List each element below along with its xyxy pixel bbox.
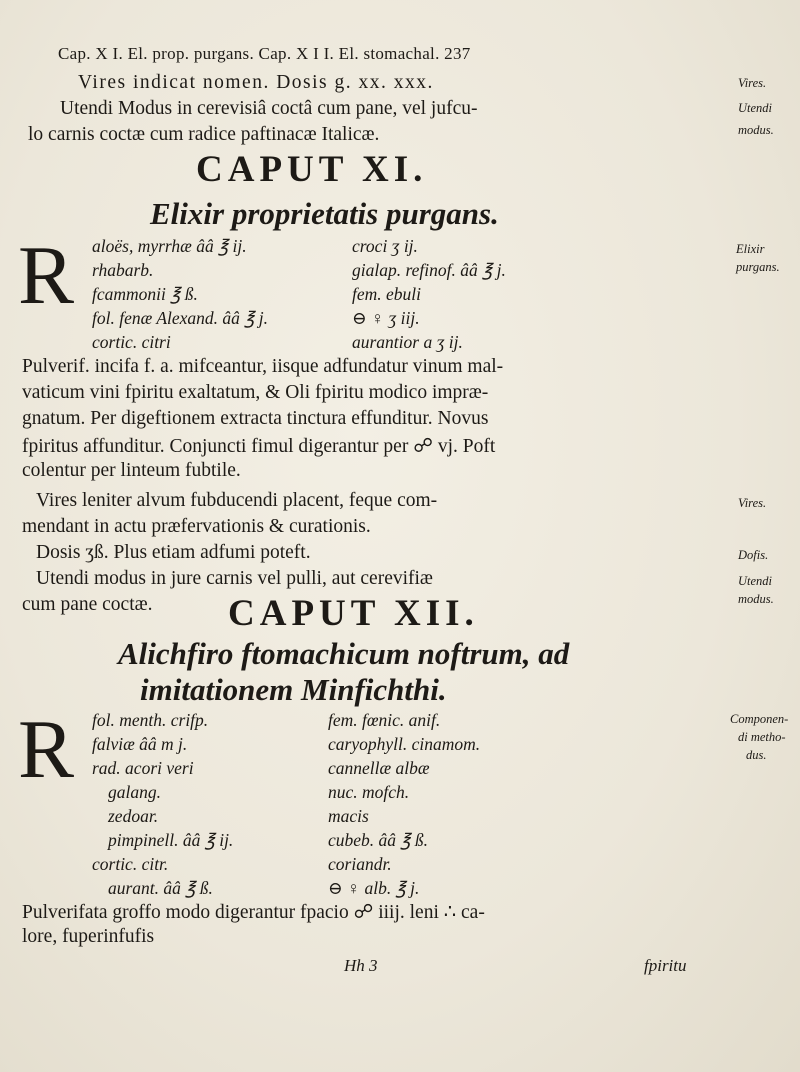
ingredient: fol. fenæ Alexand. ââ ℥ j. [92,308,269,328]
ingredient: cortic. citri [92,332,171,352]
body-line: vaticum vini fpiritu exaltatum, & Oli fpiritu modico impræ- [22,382,489,403]
ingredient: ⊖ ♀ ʒ iij. [352,308,420,328]
chapter-12-heading: CAPUT XII. [228,593,479,634]
recipe-symbol: R [18,229,75,322]
intro-line-vires: Vires indicat nomen. Dosis g. xx. xxx. [78,72,434,93]
margin-note-dosis: Dofis. [738,548,769,562]
ingredient: aloës, myrrhæ ââ ℥ ij. [92,236,247,256]
ingredient: falviæ ââ m j. [92,734,188,754]
ingredient: croci ʒ ij. [352,236,418,256]
body-line: fpiritus affunditur. Conjuncti fimul digerantur per ☍ vj. Poft [22,436,496,457]
catchword: fpiritu [644,956,687,975]
ingredient: caryophyll. cinamom. [328,734,481,754]
intro-line-carnis: lo carnis coctæ cum radice paftinacæ Italicæ. [28,124,380,145]
ingredient: fem. fœnic. anif. [328,710,441,730]
ingredient: rhabarb. [92,260,154,280]
ingredient: cubeb. ââ ℥ ß. [328,830,429,850]
margin-note-utendi: Utendi [738,101,773,115]
utendi-line: cum pane coctæ. [22,594,153,615]
ingredient: fcammonii ℥ ß. [92,284,198,304]
body-line: gnatum. Per digeftionem extracta tinctura effunditur. Novus [22,408,489,429]
ingredient: gialap. refinof. ââ ℥ j. [352,260,506,280]
margin-note-vires: Vires. [738,496,767,510]
ingredient: ⊖ ♀ alb. ℥ j. [328,878,420,898]
margin-note-methodus: di metho- [738,730,786,744]
chapter-12-title: imitationem Minfichthi. [140,672,447,707]
margin-note-purgans: purgans. [736,260,780,274]
body-line: Pulverifata groffo modo digerantur fpacio ☍ iiij. leni ∴ ca- [22,902,485,923]
ingredient: cannellæ albæ [328,758,430,778]
ingredient: fol. menth. crifp. [92,710,209,730]
running-head: Cap. X I. El. prop. purgans. Cap. X I I. El. stomachal. 237 [58,44,471,63]
ingredient: coriandr. [328,854,392,874]
ingredient: fem. ebuli [352,284,422,304]
ingredient: aurant. ââ ℥ ß. [108,878,213,898]
ingredient: macis [328,806,369,826]
margin-note-dus: dus. [746,748,767,762]
ingredient: aurantior a ʒ ij. [352,332,463,352]
ingredient: nuc. mofch. [328,782,410,802]
body-line: lore, fuperinfufis [22,926,155,947]
utendi-line: Utendi modus in jure carnis vel pulli, aut cerevifiæ [36,568,433,589]
margin-note-utendi: Utendi [738,574,773,588]
vires-line: mendant in actu præfervationis & curationis. [22,516,371,537]
ingredient: rad. acori veri [92,758,194,778]
dosis-line: Dosis ʒß. Plus etiam adfumi poteft. [36,542,311,563]
recipe-symbol: R [18,703,75,796]
signature-mark: Hh 3 [344,956,378,975]
body-line: colentur per linteum fubtile. [22,460,241,481]
margin-note-componendi: Componen- [730,712,789,726]
margin-note-modus: modus. [738,592,774,606]
ingredient: zedoar. [108,806,159,826]
intro-line-utendi: Utendi Modus in cerevisiâ coctâ cum pane, vel jufcu- [60,98,478,119]
margin-note-vires: Vires. [738,76,767,90]
ingredient: cortic. citr. [92,854,169,874]
ingredient: pimpinell. ââ ℥ ij. [108,830,234,850]
ingredient: galang. [108,782,161,802]
chapter-11-heading: CAPUT XI. [196,149,428,190]
vires-line: Vires leniter alvum fubducendi placent, feque com- [36,490,438,511]
margin-note-elixir: Elixir [736,242,765,256]
margin-note-modus: modus. [738,123,774,137]
body-line: Pulverif. incifa f. a. mifceantur, iisque adfundatur vinum mal- [22,356,504,377]
chapter-12-title: Alichfiro ftomachicum noftrum, ad [118,636,570,671]
chapter-11-title: Elixir proprietatis purgans. [150,196,499,231]
